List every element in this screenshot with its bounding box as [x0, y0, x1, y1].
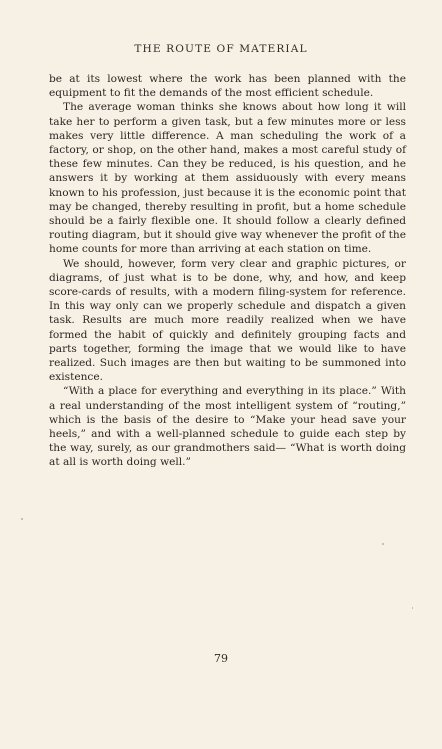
- page-number: 79: [214, 652, 228, 665]
- paragraph-4: “With a place for everything and everything in its place.” With a real understanding of the most intelligent system of “routing,” which is the basis of the desire to “Make your head save your heels,” and with a well-planned schedule to guide each step by the way, surely, as our grandmothers said— “What is worth doing at all is worth doing well.”: [49, 385, 406, 469]
- paper-speck: [21, 518, 23, 520]
- paragraph-3: We should, however, form very clear and graphic pictures, or diagrams, of just what is to be done, why, and how, and keep score-cards of results, with a modern filing-system for reference. In this way only can we properly schedule and dispatch a given task. Results are much more readily realized when we have formed the habit of quickly and definitely grouping facts and parts together, forming the image that we would like to have realized. Such images are then but waiting to be summoned into existence.: [49, 257, 406, 384]
- paragraph-1: be at its lowest where the work has been planned with the equipment to fit the demands of the most efficient schedule.: [49, 73, 406, 100]
- running-header: THE ROUTE OF MATERIAL: [134, 43, 308, 55]
- paragraph-2: The average woman thinks she knows about how long it will take her to perform a given task, but a few minutes more or less makes very little difference. A man scheduling the work of a factory, or shop, on the other hand, makes a most careful study of these few minutes. Can they be reduced, is his question, and he answers it by working at them assiduously with every means known to his profession, just because it is the economic point that may be changed, thereby resulting in profit, but a home schedule should be a fairly flexible one. It should follow a clearly defined routing diagram, but it should give way whenever the profit of the home counts for more than arriving at each station on time.: [49, 101, 406, 256]
- page-body: [49, 72, 406, 470]
- paper-speck: [412, 607, 413, 609]
- paper-speck: [382, 543, 384, 545]
